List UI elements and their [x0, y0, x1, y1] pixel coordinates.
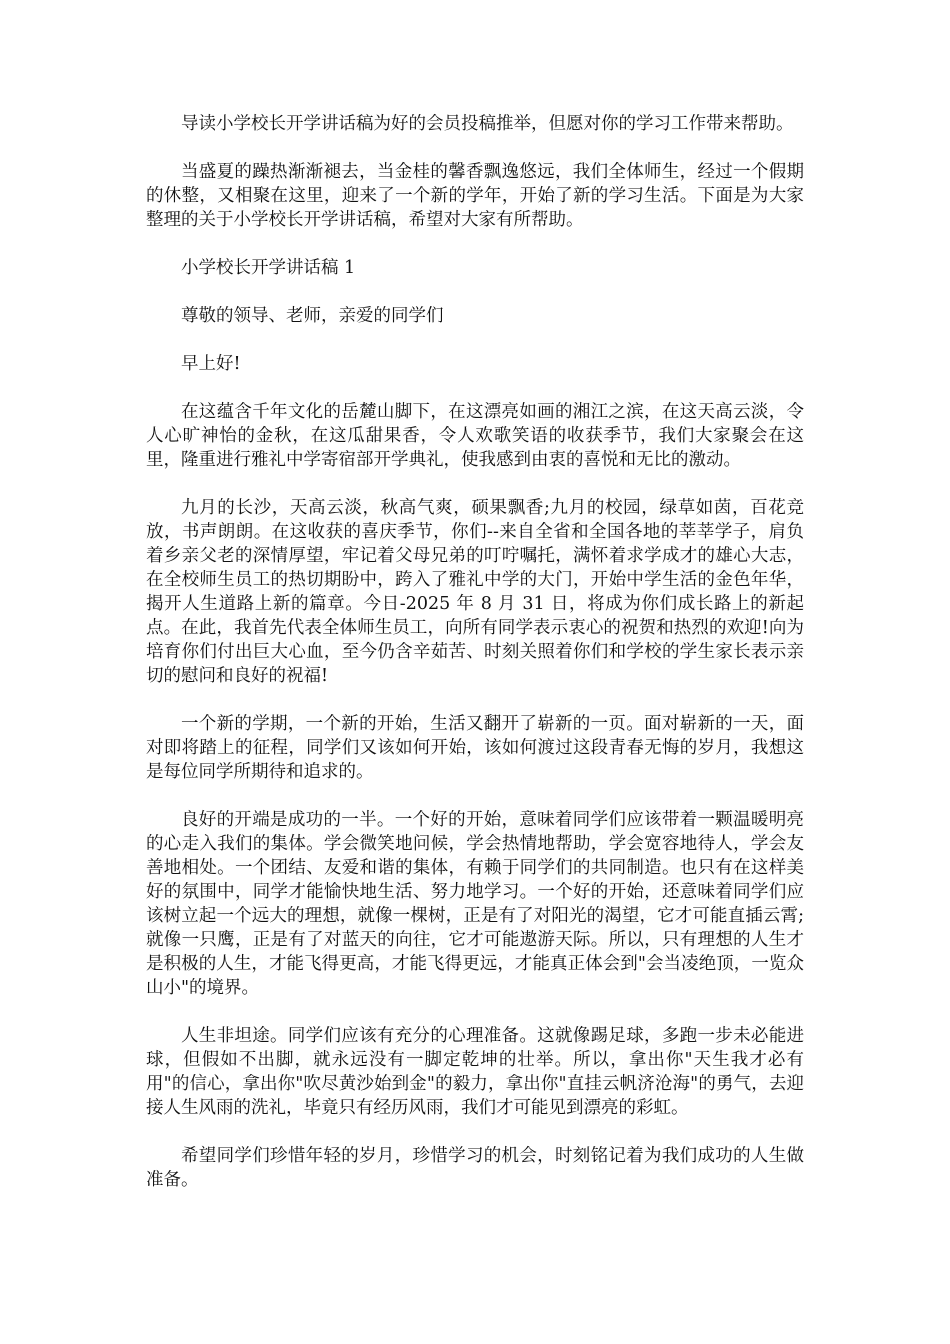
closing-paragraph: 希望同学们珍惜年轻的岁月，珍惜学习的机会，时刻铭记着为我们成功的人生做准备。	[146, 1146, 804, 1190]
speech-title: 小学校长开学讲话稿 1	[181, 258, 356, 278]
body-paragraph: 一个新的学期，一个新的开始，生活又翻开了崭新的一页。面对崭新的一天，面对即将踏上的征程，同学们又该如何开始，该如何渡过这段青春无悔的岁月，我想这是每位同学所期待和追求的。	[146, 714, 804, 782]
salutation: 尊敬的领导、老师，亲爱的同学们	[181, 306, 444, 326]
body-paragraph: 人生非坦途。同学们应该有充分的心理准备。这就像踢足球，多跑一步未必能进球，但假如不出脚，就永远没有一脚定乾坤的壮举。所以，拿出你"天生我才必有用"的信心，拿出你"吹尽黄沙始到金"的毅力，拿出你"直挂云帆济沧海"的勇气，去迎接人生风雨的洗礼，毕竟只有经历风雨，我们才可能见到漂亮的彩虹。	[146, 1026, 804, 1118]
greeting: 早上好!	[181, 354, 241, 374]
body-paragraph: 九月的长沙，天高云淡，秋高气爽，硕果飘香;九月的校园，绿草如茵，百花竞放，书声朗朗。在这收获的喜庆季节，你们--来自全省和全国各地的莘莘学子，肩负着乡亲父老的深情厚望，牢记着父母兄弟的叮咛嘱托，满怀着求学成才的雄心大志，在全校师生员工的热切期盼中，跨入了雅礼中学的大门，开始中学生活的金色年华，揭开人生道路上新的篇章。今日-2025 年 8 月 31 日，将成为你们成长路上的新起点。在此，我首先代表全体师生员工，向所有同学表示衷心的祝贺和热烈的欢迎!向为培育你们付出巨大心血，至今仍含辛茹苦、时刻关照着你们和学校的学生家长表示亲切的慰问和良好的祝福!	[146, 498, 804, 686]
body-paragraph: 良好的开端是成功的一半。一个好的开始，意味着同学们应该带着一颗温暖明亮的心走入我们的集体。学会微笑地问候，学会热情地帮助，学会宽容地待人，学会友善地相处。一个团结、友爱和谐的集体，有赖于同学们的共同制造。也只有在这样美好的氛围中，同学才能愉快地生活、努力地学习。一个好的开始，还意味着同学们应该树立起一个远大的理想，就像一棵树，正是有了对阳光的渴望，它才可能直插云霄;就像一只鹰，正是有了对蓝天的向往，它才可能遨游天际。所以，只有理想的人生才是积极的人生，才能飞得更高，才能飞得更远，才能真正体会到"会当凌绝顶，一览众山小"的境界。	[146, 810, 804, 998]
document-body	[146, 112, 804, 1216]
preface-paragraph: 当盛夏的躁热渐渐褪去，当金桂的馨香飘逸悠远，我们全体师生，经过一个假期的休整，又相聚在这里，迎来了一个新的学年，开始了新的学习生活。下面是为大家整理的关于小学校长开学讲话稿，希望对大家有所帮助。	[146, 162, 804, 230]
intro-paragraph: 导读小学校长开学讲话稿为好的会员投稿推举，但愿对你的学习工作带来帮助。	[181, 114, 794, 134]
body-paragraph: 在这蕴含千年文化的岳麓山脚下，在这漂亮如画的湘江之滨，在这天高云淡，令人心旷神怡的金秋，在这瓜甜果香，令人欢歌笑语的收获季节，我们大家聚会在这里，隆重进行雅礼中学寄宿部开学典礼，使我感到由衷的喜悦和无比的激动。	[146, 402, 804, 470]
